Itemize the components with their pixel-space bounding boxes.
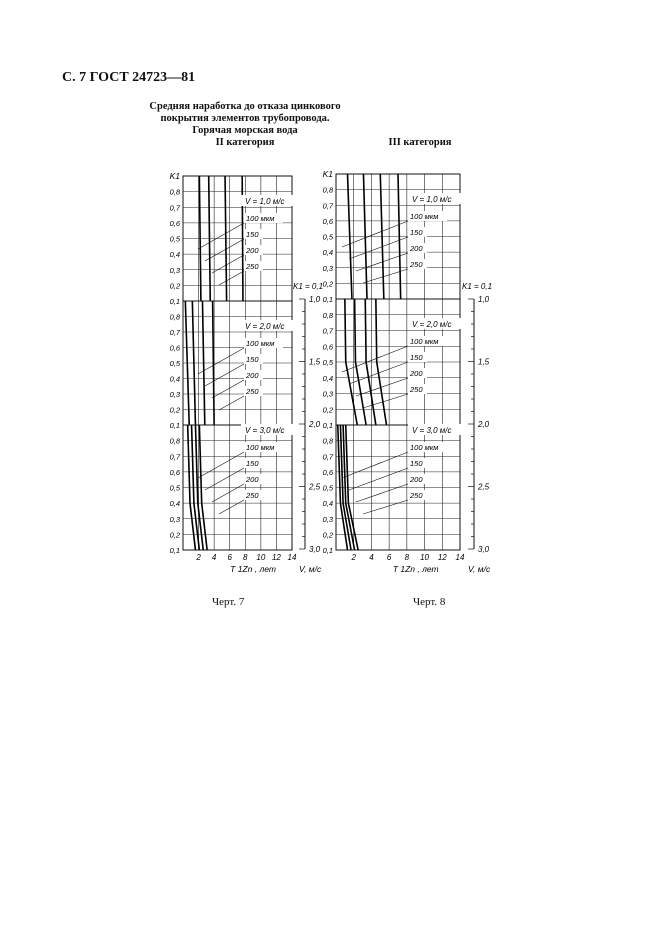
velocity-label: V = 3,0 м/с [412,426,452,435]
k-tick-label: 0,1 [322,546,333,555]
leader-line [198,452,244,478]
leader-line [198,348,244,374]
x-tick-label: 10 [420,553,430,562]
thickness-label: 150 [246,459,259,468]
leader-line [212,255,244,273]
leader-line [363,269,408,283]
leader-line [349,468,408,490]
leader-line [198,223,244,249]
k-tick-label: 0,2 [322,530,333,540]
figure-label-7: Черт. 7 [212,596,245,608]
v-tick-label: 3,0 [309,545,321,554]
velocity-label: V = 2,0 м/с [412,320,452,329]
leader-line [205,364,244,386]
thickness-label: 150 [410,459,423,468]
v-axis-top-label: K1 = 0,1 [462,282,493,291]
thickness-label: 250 [246,491,259,500]
k-tick-label: 0,7 [169,452,180,462]
leader-line [212,484,244,502]
x-tick-label: 14 [287,553,297,562]
k-tick-label: 0,3 [169,265,180,275]
k-tick-label: 0,6 [169,218,180,228]
k-tick-label: 0,4 [322,248,333,258]
x-tick-label: 6 [227,553,232,562]
caption-line-1: Средняя наработка до отказа цинкового [149,101,341,112]
k-tick-label: 0,2 [169,405,180,415]
series-curve [242,176,243,301]
k-tick-label: 0,8 [169,436,180,446]
leader-line [205,468,244,490]
velocity-label: V = 3,0 м/с [245,426,285,435]
thickness-label: 150 [246,230,259,239]
series-curve [225,176,227,301]
thickness-label: 200 [410,369,423,378]
thickness-label: 250 [246,262,259,271]
series-curve [209,176,211,301]
v-axis-label: V, м/с [468,564,491,574]
k-tick-label: 0,6 [169,467,180,477]
leader-line [342,346,408,372]
caption-line-3: Горячая морская вода [192,125,298,136]
figure-label-8: Черт. 8 [413,596,446,608]
k-tick-label: 0,6 [322,467,333,477]
v-tick-label: 2,0 [478,420,490,429]
k-tick-label: 0,1 [169,297,180,306]
v-tick-label: 2,5 [309,482,321,492]
k-tick-label: 0,7 [169,328,180,337]
leader-line [212,380,244,398]
k-tick-label: 0,4 [169,250,180,260]
v-tick-label: 2,0 [309,420,321,429]
leader-line [219,396,244,410]
k-tick-label: 0,7 [322,326,333,336]
k-tick-label: 0,1 [169,546,180,555]
x-axis-label: T 1Zn , лет [392,564,439,574]
k-tick-label: 0,8 [169,312,180,322]
k-tick-label: 0,3 [322,389,333,399]
thickness-label: 200 [246,371,259,380]
k-axis-label: K1 [169,171,180,181]
k-tick-label: 0,8 [169,187,180,197]
v-tick-label: 1,0 [309,295,321,304]
thickness-label: 200 [246,246,259,255]
leader-line [205,239,244,261]
k-tick-label: 0,4 [322,373,333,383]
leader-line [342,221,408,247]
v-tick-label: 1,5 [309,357,321,367]
k-tick-label: 0,3 [322,514,333,524]
k-tick-label: 0,2 [322,405,333,415]
k-tick-label: 0,3 [322,263,333,273]
thickness-label: 200 [410,475,423,484]
thickness-label: 150 [410,353,423,362]
k-tick-label: 0,8 [322,436,333,446]
k-tick-label: 0,5 [169,234,180,244]
velocity-label: V = 2,0 м/с [245,322,285,331]
thickness-label: 250 [246,387,259,396]
thickness-label: 100 мкм [410,212,439,221]
leader-line [356,484,408,502]
thickness-label: 100 мкм [246,339,275,348]
thickness-label: 150 [410,228,423,237]
category-left-title: II категория [215,137,275,148]
k-tick-label: 0,5 [322,232,333,242]
thickness-label: 250 [410,491,423,500]
x-tick-label: 12 [271,553,281,562]
thickness-label: 250 [410,385,423,394]
k-tick-label: 0,5 [169,483,180,493]
k-tick-label: 0,4 [169,374,180,384]
x-tick-label: 4 [211,553,217,562]
thickness-label: 100 мкм [246,443,275,452]
velocity-label: V = 1,0 м/с [245,197,285,206]
thickness-label: 100 мкм [246,214,275,223]
v-tick-label: 3,0 [478,545,490,554]
v-tick-label: 1,0 [478,295,490,304]
x-tick-label: 10 [256,553,266,562]
leader-line [363,394,408,408]
leader-line [219,500,244,514]
k-tick-label: 0,7 [169,203,180,213]
x-tick-label: 8 [404,553,410,562]
k-tick-label: 0,4 [169,499,180,509]
k-tick-label: 0,7 [322,201,333,211]
k-tick-label: 0,2 [169,530,180,540]
k-tick-label: 0,8 [322,185,333,195]
v-axis-top-label: K1 = 0,1 [293,282,324,291]
x-tick-label: 14 [455,553,465,562]
series-curve [199,176,201,301]
k-tick-label: 0,6 [322,342,333,352]
v-tick-label: 1,5 [478,357,490,367]
thickness-label: 200 [246,475,259,484]
k-axis-label: K1 [322,169,333,179]
v-axis-label: V, м/с [299,564,322,574]
k-tick-label: 0,4 [322,499,333,509]
k-tick-label: 0,3 [169,390,180,399]
thickness-label: 100 мкм [410,337,439,346]
chart-cat-2 [170,171,323,574]
leader-line [219,271,244,285]
x-tick-label: 8 [243,553,248,562]
k-tick-label: 0,3 [169,514,180,524]
thickness-label: 100 мкм [410,443,439,452]
k-tick-label: 0,1 [322,421,333,430]
x-tick-label: 4 [369,553,374,562]
k-tick-label: 0,2 [169,281,180,291]
v-tick-label: 2,5 [478,482,490,492]
velocity-label: V = 1,0 м/с [412,195,452,204]
k-tick-label: 0,5 [322,358,333,367]
leader-line [363,500,408,514]
k-tick-label: 0,1 [169,421,180,430]
chart-cat-3 [323,169,492,574]
x-tick-label: 6 [386,553,392,562]
k-tick-label: 0,2 [322,279,333,289]
page-header: С. 7 ГОСТ 24723—81 [62,70,196,85]
x-axis-label: T 1Zn , лет [230,564,276,574]
x-tick-label: 2 [196,553,201,562]
k-tick-label: 0,7 [322,452,333,462]
thickness-label: 200 [410,244,423,253]
category-right-title: III категория [388,137,452,148]
k-tick-label: 0,5 [322,483,333,493]
k-tick-label: 0,1 [322,295,333,304]
leader-line [342,452,408,478]
x-tick-label: 12 [437,553,447,562]
k-tick-label: 0,5 [169,359,180,368]
thickness-label: 250 [410,260,423,269]
k-tick-label: 0,8 [322,310,333,320]
k-tick-label: 0,6 [169,343,180,353]
x-tick-label: 2 [351,553,356,562]
caption-line-2: покрытия элементов трубопровода. [160,113,330,124]
k-tick-label: 0,6 [322,216,333,226]
thickness-label: 150 [246,355,259,364]
